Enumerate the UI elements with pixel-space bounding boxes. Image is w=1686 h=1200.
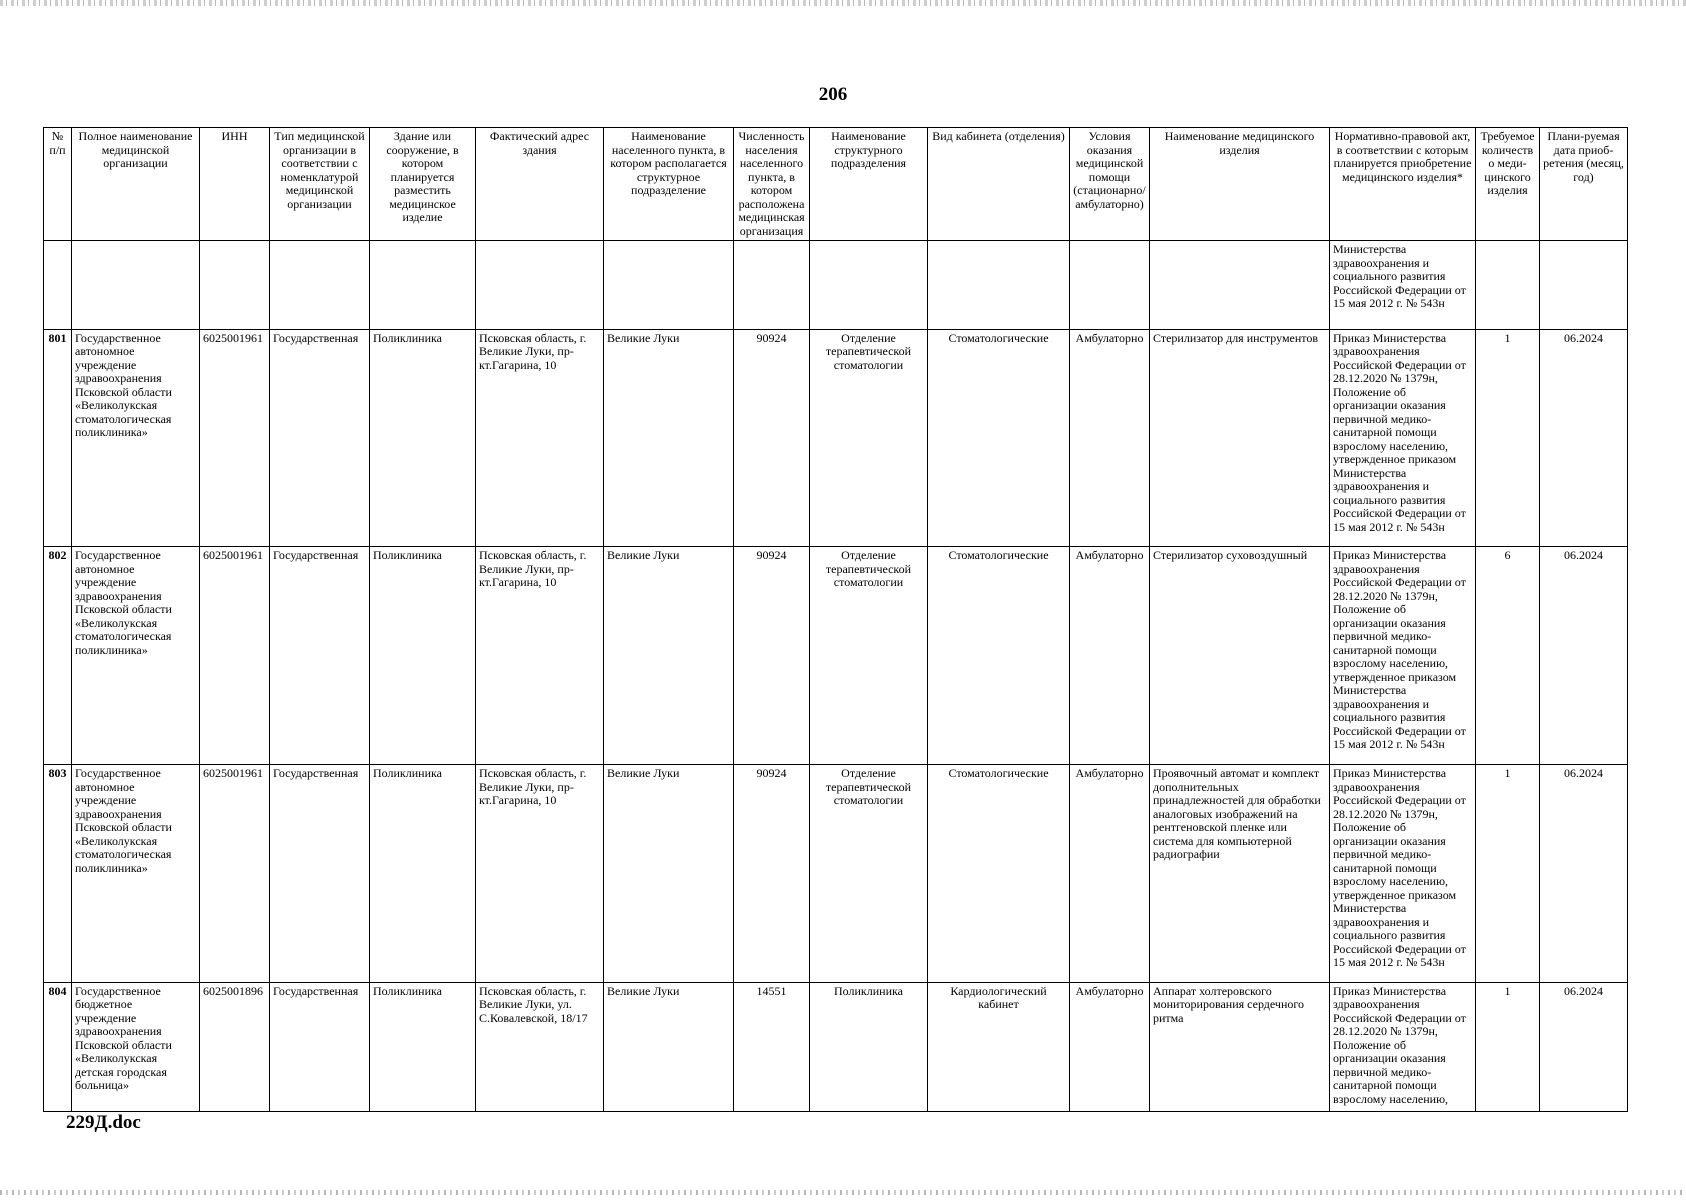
cell-org: Государственное автономное учреждение здравоохранения Псковской области «Великолукская стоматологическая поликлиника» bbox=[72, 765, 200, 983]
cell-act: Приказ Министерства здравоохранения Российской Федерации от 28.12.2020 № 1379н, Положение об организации оказания первичной медико-санитарной помощи взрослому населению, утвержденное приказом Министерства здравоохранения и социального развития Российской Федерации от 15 мая 2012 г. № 543н bbox=[1330, 547, 1476, 765]
cell-building: Поликлиника bbox=[370, 329, 476, 547]
cell-unit: Отделение терапевтической стоматологии bbox=[810, 547, 928, 765]
cell-type: Государственная bbox=[270, 765, 370, 983]
header-qty: Требуемое количество меди-цинского изделия bbox=[1476, 128, 1540, 241]
cell-device: Проявочный автомат и комплект дополнительных принадлежностей для обработки аналоговых изображений на рентгеновской пленке или система для компьютерной радиографии bbox=[1150, 765, 1330, 983]
header-inn: ИНН bbox=[200, 128, 270, 241]
cell-type: Государственная bbox=[270, 982, 370, 1111]
cell-device: Стерилизатор для инструментов bbox=[1150, 329, 1330, 547]
cell-address: Псковская область, г. Великие Луки, пр-кт.Гагарина, 10 bbox=[476, 765, 604, 983]
cell-act: Приказ Министерства здравоохранения Российской Федерации от 28.12.2020 № 1379н, Положение об организации оказания первичной медико-санитарной помощи взрослому населению, утвержденное приказом Министерства здравоохранения и социального развития Российской Федерации от 15 мая 2012 г. № 543н bbox=[1330, 765, 1476, 983]
cell-num: 804 bbox=[44, 982, 72, 1111]
header-act: Нормативно-правовой акт, в соответствии с которым планируется приобретение медицинского изделия* bbox=[1330, 128, 1476, 241]
scan-noise-bottom bbox=[0, 1190, 1686, 1195]
cell-population: 90924 bbox=[734, 329, 810, 547]
header-address: Фактический адрес здания bbox=[476, 128, 604, 241]
page-number: 206 bbox=[818, 84, 848, 105]
cell-conditions: Амбулаторно bbox=[1070, 765, 1150, 983]
cell-address: Псковская область, г. Великие Луки, пр-кт.Гагарина, 10 bbox=[476, 329, 604, 547]
header-conditions: Условия оказания медицинской помощи (стационарно/ амбулаторно) bbox=[1070, 128, 1150, 241]
cell-building: Поликлиника bbox=[370, 982, 476, 1111]
cell-building: Поликлиника bbox=[370, 765, 476, 983]
cell-act: Приказ Министерства здравоохранения Российской Федерации от 28.12.2020 № 1379н, Положение об организации оказания первичной медико-санитарной помощи взрослому населению, утвержденное приказом Министерства здравоохранения и социального развития Российской Федерации от 15 мая 2012 г. № 543н bbox=[1330, 329, 1476, 547]
cell-conditions: Амбулаторно bbox=[1070, 547, 1150, 765]
cell-address: Псковская область, г. Великие Луки, ул. С.Ковалевской, 18/17 bbox=[476, 982, 604, 1111]
cell-type: Государственная bbox=[270, 329, 370, 547]
cell-num: 803 bbox=[44, 765, 72, 983]
cell-inn: 6025001896 bbox=[200, 982, 270, 1111]
cell-qty: 1 bbox=[1476, 329, 1540, 547]
cell-locality: Великие Луки bbox=[604, 982, 734, 1111]
table-row bbox=[44, 547, 1628, 765]
cell-unit: Поликлиника bbox=[810, 982, 928, 1111]
header-device: Наименование медицинского изделия bbox=[1150, 128, 1330, 241]
header-building: Здание или сооружение, в котором планируется разместить медицинское изделие bbox=[370, 128, 476, 241]
cell-device: Стерилизатор суховоздушный bbox=[1150, 547, 1330, 765]
cell-unit: Отделение терапевтической стоматологии bbox=[810, 329, 928, 547]
footer-filename: 229Д.doc bbox=[66, 1112, 141, 1133]
cell-qty: 1 bbox=[1476, 982, 1540, 1111]
table-header-row bbox=[44, 128, 1628, 241]
header-type: Тип медицинской организации в соответствии с номенклатурой медицинской организации bbox=[270, 128, 370, 241]
cell-population: 90924 bbox=[734, 765, 810, 983]
cell-inn: 6025001961 bbox=[200, 329, 270, 547]
header-locality: Наименование населенного пункта, в котором располагается структурное подразделение bbox=[604, 128, 734, 241]
cell-address: Псковская область, г. Великие Луки, пр-кт.Гагарина, 10 bbox=[476, 547, 604, 765]
cell-population: 90924 bbox=[734, 547, 810, 765]
cell-inn: 6025001961 bbox=[200, 547, 270, 765]
table-row bbox=[44, 329, 1628, 547]
cell-num: 801 bbox=[44, 329, 72, 547]
cell-inn: 6025001961 bbox=[200, 765, 270, 983]
header-date: Плани-руемая дата приоб-ретения (месяц, год) bbox=[1540, 128, 1628, 241]
cell-locality: Великие Луки bbox=[604, 329, 734, 547]
cell-date: 06.2024 bbox=[1540, 982, 1628, 1111]
cell-type: Государственная bbox=[270, 547, 370, 765]
header-unit: Наименование структурного подразделения bbox=[810, 128, 928, 241]
header-num: № п/п bbox=[44, 128, 72, 241]
cell-locality: Великие Луки bbox=[604, 765, 734, 983]
cell-org: Государственное бюджетное учреждение здравоохранения Псковской области «Великолукская детская городская больница» bbox=[72, 982, 200, 1111]
cell-cabinet: Стоматологические bbox=[928, 329, 1070, 547]
table-row-continuation bbox=[44, 241, 1628, 330]
cell-conditions: Амбулаторно bbox=[1070, 982, 1150, 1111]
cell-org: Государственное автономное учреждение здравоохранения Псковской области «Великолукская стоматологическая поликлиника» bbox=[72, 329, 200, 547]
cell-date: 06.2024 bbox=[1540, 547, 1628, 765]
cell-cabinet: Кардиологический кабинет bbox=[928, 982, 1070, 1111]
cell-num: 802 bbox=[44, 547, 72, 765]
cell-conditions: Амбулаторно bbox=[1070, 329, 1150, 547]
cell-population: 14551 bbox=[734, 982, 810, 1111]
table-row bbox=[44, 765, 1628, 983]
cell-act: Министерства здравоохранения и социального развития Российской Федерации от 15 мая 2012 г. № 543н bbox=[1330, 241, 1476, 330]
cell-locality: Великие Луки bbox=[604, 547, 734, 765]
table-row bbox=[44, 982, 1628, 1111]
header-cabinet: Вид кабинета (отделения) bbox=[928, 128, 1070, 241]
cell-unit: Отделение терапевтической стоматологии bbox=[810, 765, 928, 983]
equipment-table bbox=[43, 127, 1628, 1112]
header-org: Полное наименование медицинской организации bbox=[72, 128, 200, 241]
cell-cabinet: Стоматологические bbox=[928, 765, 1070, 983]
cell-building: Поликлиника bbox=[370, 547, 476, 765]
cell-org: Государственное автономное учреждение здравоохранения Псковской области «Великолукская стоматологическая поликлиника» bbox=[72, 547, 200, 765]
cell-cabinet: Стоматологические bbox=[928, 547, 1070, 765]
cell-qty: 6 bbox=[1476, 547, 1540, 765]
scan-noise-top bbox=[0, 0, 1686, 6]
header-population: Численность населения населенного пункта, в котором расположена медицинская организация bbox=[734, 128, 810, 241]
cell-qty: 1 bbox=[1476, 765, 1540, 983]
cell-date: 06.2024 bbox=[1540, 765, 1628, 983]
cell-device: Аппарат холтеровского мониторирования сердечного ритма bbox=[1150, 982, 1330, 1111]
cell-act: Приказ Министерства здравоохранения Российской Федерации от 28.12.2020 № 1379н, Положение об организации оказания первичной медико-санитарной помощи взрослому населению, bbox=[1330, 982, 1476, 1111]
cell-date: 06.2024 bbox=[1540, 329, 1628, 547]
